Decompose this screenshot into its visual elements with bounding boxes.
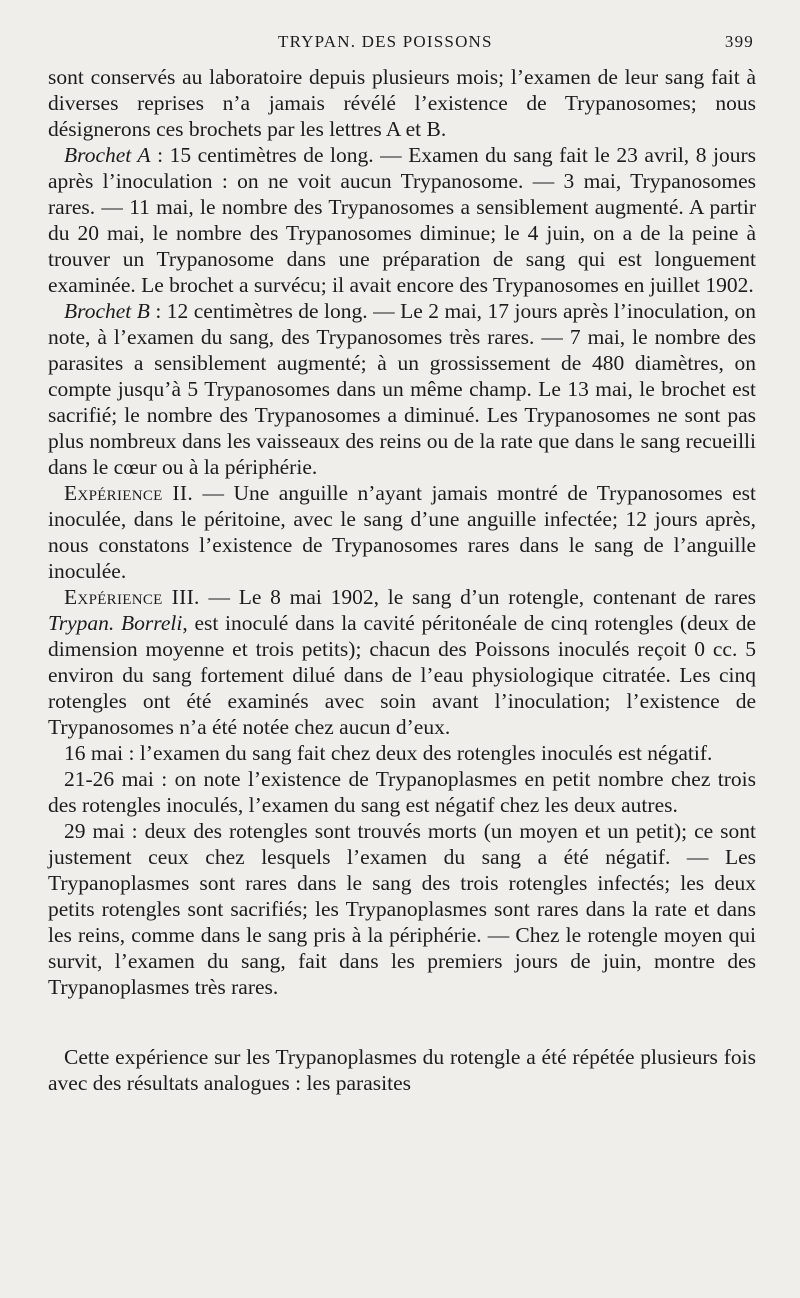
species-name: Trypan. Borreli xyxy=(48,611,183,635)
brochet-b-label: Brochet B xyxy=(64,299,150,323)
experience-3-label: Expérience III. xyxy=(64,585,200,609)
paragraph-conclusion: Cette expérience sur les Trypanoplasmes du rotengle a été répétée plusieurs fois avec des résultats analogues : les parasites xyxy=(48,1045,756,1095)
running-title: TRYPAN. DES POISSONS xyxy=(278,32,493,51)
paragraph-continuation: sont conservés au laboratoire depuis plusieurs mois; l’examen de leur sang fait à diverses reprises n’a jamais révélé l’existence de Trypanosomes; nous désignerons ces brochets par les lettres A et B. xyxy=(48,65,756,141)
experience-2-label: Expérience II. xyxy=(64,481,194,505)
paragraph-brochet-b xyxy=(48,298,756,480)
brochet-a-text: : 15 centimètres de long. — Examen du sang fait le 23 avril, 8 jours après l’inoculation : on ne voit aucun Trypanosome. — 3 mai, Trypanosomes rares. — 11 mai, le nombre des Trypanosomes a sensiblement augmenté. A partir du 20 mai, le nombre des Trypanosomes diminue; le 4 juin, on a de la peine à trouver un Trypanosome dans une préparation de sang qui est longuement examinée. Le brochet a survécu; il avait encore des Trypanosomes en juillet 1902. xyxy=(48,143,756,297)
paragraph-21-26-mai: 21-26 mai : on note l’existence de Trypanoplasmes en petit nombre chez trois des rotengles inoculés, l’examen du sang est négatif chez les deux autres. xyxy=(48,767,756,817)
page-header xyxy=(46,32,754,54)
paragraph-brochet-a xyxy=(48,142,756,298)
paragraph-experience-3 xyxy=(48,584,756,740)
brochet-a-label: Brochet A xyxy=(64,143,151,167)
paragraph-29-mai: 29 mai : deux des rotengles sont trouvés morts (un moyen et un petit); ce sont justement ceux chez lesquels l’examen du sang a été négatif. — Les Trypanoplasmes sont rares dans le sang des trois rotengles infectés; les deux petits rotengles sont sacrifiés; les Trypanoplasmes sont rares dans la rate et dans les reins, comme dans le sang pris à la périphérie. — Chez le rotengle moyen qui survit, l’examen du sang, fait dans les premiers jours de juin, montre des Trypanoplasmes très rares. xyxy=(48,819,756,999)
experience-3-text-b: , est inoculé dans la cavité péritonéale de cinq rotengles (deux de dimension moyenne et trois petits); chacun des Poissons inoculés reçoit 0 cc. 5 environ du sang fortement dilué dans de l’eau physiologique citratée. Les cinq rotengles ont été examinés avec soin avant l’inoculation; l’existence de Trypanosomes n’a été notée chez aucun d’eux. xyxy=(48,611,756,739)
paragraph-16-mai: 16 mai : l’examen du sang fait chez deux des rotengles inoculés est négatif. xyxy=(64,741,713,765)
page-number: 399 xyxy=(724,32,754,51)
body-text xyxy=(48,64,756,1096)
section-gap xyxy=(48,1000,756,1044)
experience-2-text: — Une anguille n’ayant jamais montré de Trypanosomes est inoculée, dans le péritoine, avec le sang d’une anguille infectée; 12 jours après, nous constatons l’existence de Trypanosomes rares dans le sang de l’anguille inoculée. xyxy=(48,481,757,583)
paragraph-experience-2 xyxy=(48,480,756,584)
experience-3-text-a: — Le 8 mai 1902, le sang d’un rotengle, contenant de rares xyxy=(199,585,756,609)
brochet-b-text: : 12 centimètres de long. — Le 2 mai, 17 jours après l’inoculation, on note, à l’examen du sang, des Trypanosomes très rares. — 7 mai, le nombre des parasites a sensiblement augmenté; à un grossissement de 480 diamètres, on compte jusqu’à 5 Trypanosomes dans un même champ. Le 13 mai, le brochet est sacrifié; le nombre des Trypanosomes a diminué. Les Trypanosomes ne sont pas plus nombreux dans les vaisseaux des reins ou de la rate que dans le sang recueilli dans le cœur ou à la périphérie. xyxy=(48,299,756,479)
